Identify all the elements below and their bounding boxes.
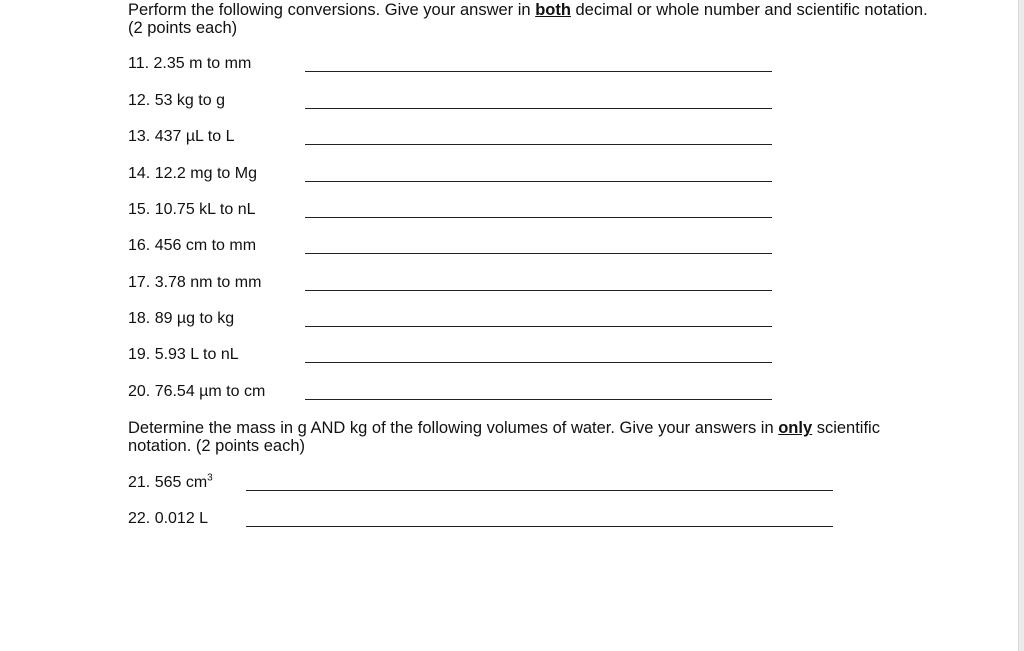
question-label: 19. 5.93 L to nL	[128, 346, 239, 363]
question-label: 13. 437 µL to L	[128, 128, 235, 145]
answer-line[interactable]	[305, 253, 772, 254]
instruction-emphasis: both	[535, 1, 571, 19]
answer-line[interactable]	[305, 181, 772, 182]
question-label	[128, 473, 213, 493]
answer-line[interactable]	[305, 71, 772, 72]
answer-line[interactable]	[305, 108, 772, 109]
instruction-text: Perform the following conversions. Give your answer in	[128, 1, 536, 19]
question-label: 11. 2.35 m to mm	[128, 55, 252, 72]
instruction-text: Determine the mass in g AND kg of the following volumes of water. Give your answers in	[128, 419, 779, 437]
question-label: 16. 456 cm to mm	[128, 237, 257, 254]
answer-line[interactable]	[246, 490, 833, 491]
answer-line[interactable]	[305, 362, 772, 363]
answer-line[interactable]	[305, 399, 772, 400]
superscript: 3	[207, 472, 213, 484]
section1-instructions	[128, 1, 928, 37]
answer-line[interactable]	[305, 326, 772, 327]
page-edge	[1019, 0, 1024, 651]
question-label: 14. 12.2 mg to Mg	[128, 165, 257, 182]
question-label: 12. 53 kg to g	[128, 92, 225, 109]
question-label: 17. 3.78 nm to mm	[128, 274, 262, 291]
answer-line[interactable]	[305, 217, 772, 218]
answer-line[interactable]	[305, 144, 772, 145]
question-label: 15. 10.75 kL to nL	[128, 201, 256, 218]
question-label: 18. 89 µg to kg	[128, 310, 235, 327]
question-text: 21. 565 cm	[128, 474, 208, 491]
instruction-text: scientific notation. (2 points each)	[128, 419, 880, 455]
instruction-emphasis: only	[778, 419, 813, 437]
question-label: 22. 0.012 L	[128, 510, 209, 527]
answer-line[interactable]	[305, 290, 772, 291]
instruction-text: decimal or whole number and scientific notation. (2 points each)	[128, 1, 928, 37]
question-label: 20. 76.54 µm to cm	[128, 383, 266, 400]
answer-line[interactable]	[246, 526, 833, 527]
section2-instructions	[128, 419, 928, 455]
